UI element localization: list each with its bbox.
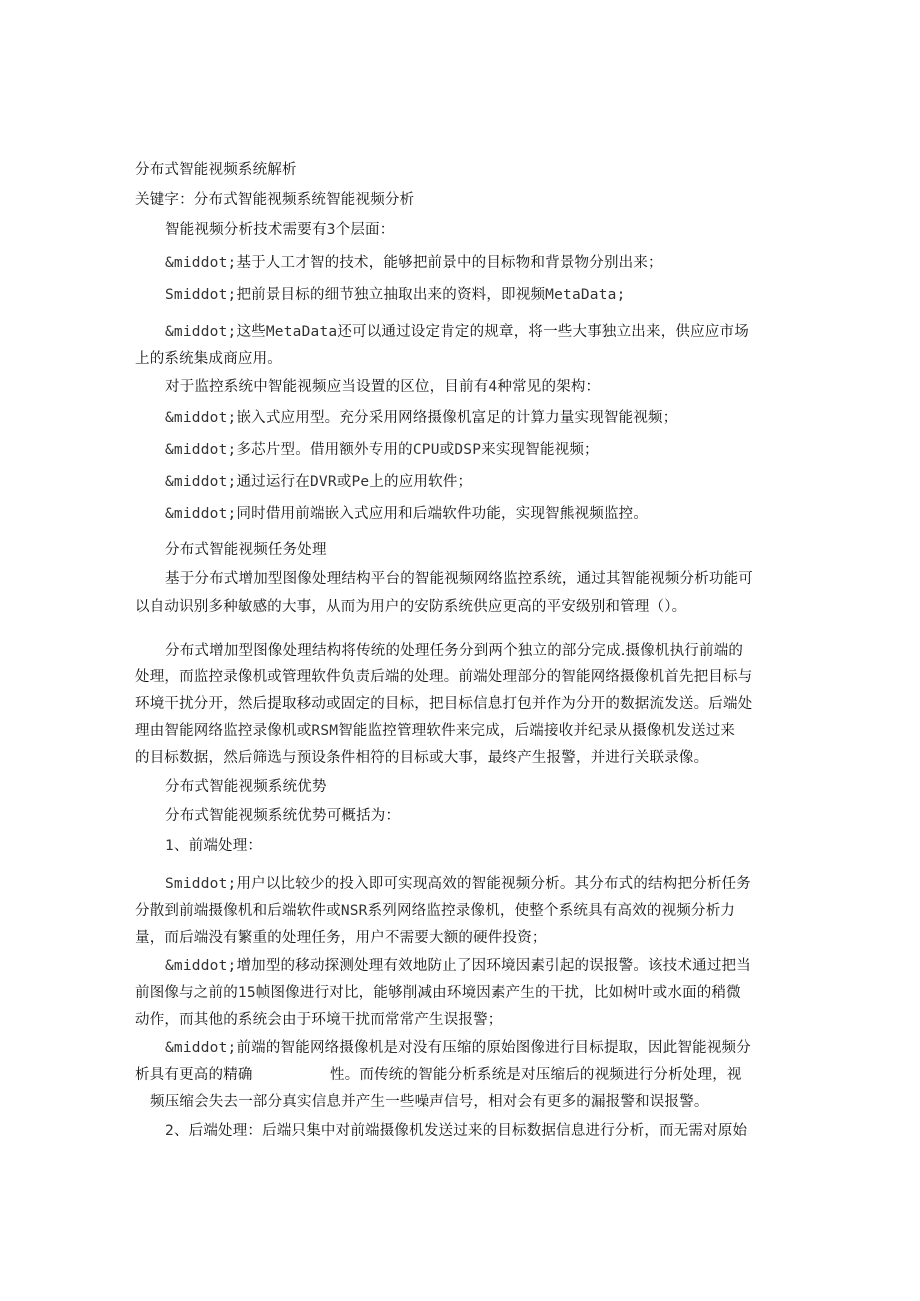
text-line: &middot;增加型的移动探测处理有效地防止了因环境因素引起的误报警。该技术通过把当 (165, 958, 751, 974)
text-line: &middot;基于人工才智的技术，能够把前景中的目标物和背景物分别出来； (165, 255, 663, 271)
text-line: 的目标数据，然后筛选与预设条件相符的目标或大事，最终产生报警，并进行关联录像。 (135, 750, 709, 766)
text-line: 析具有更高的精确 (135, 1067, 253, 1083)
text-line: 1、前端处理： (165, 838, 263, 854)
section-heading: 分布式智能视频任务处理 (165, 542, 327, 558)
text-line: 分布式智能视频系统优势可概括为： (165, 808, 401, 824)
text-line: 智能视频分析技术需要有3个层面： (165, 222, 395, 238)
text-line: 分散到前端摄像机和后端软件或NSR系列网络监控录像机，使整个系统具有高效的视频分析力 (135, 903, 736, 919)
text-line: &middot;前端的智能网络摄像机是对没有压缩的原始图像进行目标提取，因此智能视频分 (165, 1040, 751, 1056)
text-line: &middot;这些MetaData还可以通过设定肯定的规章，将一些大事独立出来，供应应市场 (165, 324, 749, 340)
text-line: &middot;通过运行在DVR或Pe上的应用软件； (165, 474, 473, 490)
document-title: 分布式智能视频系统解析 (135, 162, 297, 178)
text-line: 分布式增加型图像处理结构将传统的处理任务分到两个独立的部分完成.摄像机执行前端的 (165, 643, 744, 659)
text-line: &middot;多芯片型。借用额外专用的CPU或DSP来实现智能视频； (165, 442, 599, 458)
keywords-line: 关键字：分布式智能视频系统智能视频分析 (135, 192, 415, 208)
text-line: 动作，而其他的系统会由于环境干扰而常常产生误报警； (135, 1012, 503, 1028)
section-heading: 分布式智能视频系统优势 (165, 779, 327, 795)
text-line: Smiddot;把前景目标的细节独立抽取出来的资料，即视频MetaData; (165, 287, 626, 303)
text-line: 以自动识别多种敏感的大事，从而为用户的安防系统供应更高的平安级别和管理（）。 (135, 599, 687, 615)
text-line: Smiddot;用户以比较少的投入即可实现高效的智能视频分析。其分布式的结构把分析任务 (165, 876, 751, 892)
text-line: 频压缩会失去一部分真实信息并产生一些噪声信号，相对会有更多的漏报警和误报警。 (150, 1094, 709, 1110)
text-line: 对于监控系统中智能视频应当设置的区位，目前有4种常见的架构： (165, 379, 601, 395)
text-line: 上的系统集成商应用。 (135, 351, 282, 367)
text-line: &middot;同时借用前端嵌入式应用和后端软件功能，实现智熊视频监控。 (165, 506, 649, 522)
text-line: 基于分布式增加型图像处理结构平台的智能视频网络监控系统，通过其智能视频分析功能可 (165, 571, 753, 587)
text-line: 前图像与之前的15帧图像进行对比，能够削减由环境因素产生的干扰，比如树叶或水面的稍微 (135, 985, 741, 1001)
text-line: &middot;嵌入式应用型。充分采用网络摄像机富足的计算力量实现智能视频； (165, 410, 678, 426)
text-line: 环境干扰分开，然后提取移动或固定的目标，把目标信息打包并作为分开的数据流发送。后端处 (135, 696, 753, 712)
text-line: 量，而后端没有繁重的处理任务，用户不需要大额的硬件投资； (135, 930, 547, 946)
text-line: 处理，而监控录像机或管理软件负责后端的处理。前端处理部分的智能网络摄像机首先把目标与 (135, 669, 753, 685)
text-line: 理由智能网络监控录像机或RSM智能监控管理软件来完成，后端接收并纪录从摄像机发送过来 (135, 723, 736, 739)
text-line: 2、后端处理：后端只集中对前端摄像机发送过来的目标数据信息进行分析，而无需对原始 (165, 1123, 748, 1139)
text-line: 性。而传统的智能分析系统是对压缩后的视频进行分析处理，视 (330, 1067, 742, 1083)
